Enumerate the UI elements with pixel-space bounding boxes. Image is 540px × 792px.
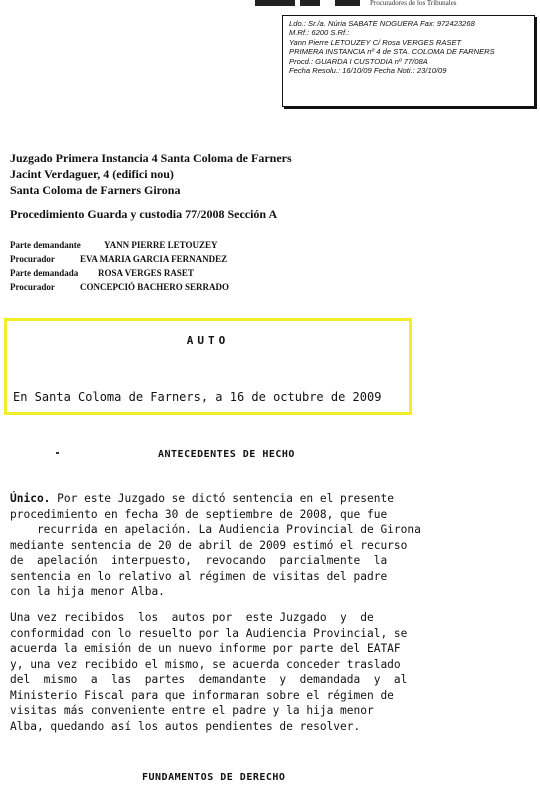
notification-stamp bbox=[282, 15, 535, 107]
paragraph-line: sentencia en lo relativo al régimen de visitas del padre bbox=[10, 569, 388, 583]
paragraph-line: conformidad con lo resuelto por la Audiencia Provincial, se bbox=[10, 626, 408, 640]
procedure-title: Procedimiento Guarda y custodia 77/2008 Sección A bbox=[10, 207, 278, 221]
unico-label: Único. bbox=[10, 492, 51, 505]
stamp-line: Fecha Resolu.: 16/10/09 Fecha Noti.: 23/10/09 bbox=[289, 66, 447, 76]
court-address: Jacint Verdaguer, 4 (edifici nou) bbox=[10, 167, 174, 181]
paragraph-line: con la hija menor Alba. bbox=[10, 585, 165, 598]
paragraph-second bbox=[10, 610, 515, 734]
scan-top-strip bbox=[0, 0, 540, 8]
auto-title: AUTO bbox=[186, 334, 230, 347]
party-name: ROSA VERGES RASET bbox=[98, 268, 194, 278]
stamp-line: PRIMERA INSTANCIA nº 4 de STA. COLOMA DE FARNERS bbox=[289, 47, 495, 57]
stamp-line: Procd.: GUARDA I CUSTODIA nº 77/08A bbox=[289, 56, 428, 66]
court-name: Juzgado Primera Instancia 4 Santa Coloma de Farners bbox=[10, 151, 292, 165]
stamp-line: M.Rf.: 6200 S.Rf.: bbox=[289, 28, 350, 38]
fundamentos-heading: FUNDAMENTOS DE DERECHO bbox=[142, 772, 286, 783]
party-name: YANN PIERRE LETOUZEY bbox=[104, 240, 218, 250]
paragraph-unico bbox=[10, 491, 515, 600]
paragraph-line: Ministerio Fiscal para que informaran sobre el régimen de bbox=[10, 688, 394, 702]
party-name: CONCEPCIÓ BACHERO SERRADO bbox=[80, 282, 230, 292]
party-row bbox=[10, 280, 229, 294]
paragraph-line: acuerda la emisión de un nuevo informe por parte del EATAF bbox=[10, 642, 401, 655]
antecedentes-heading: ANTECEDENTES DE HECHO bbox=[158, 449, 295, 460]
court-header bbox=[10, 150, 292, 198]
scan-speck bbox=[56, 452, 59, 454]
paragraph-line: visitas más conveniente entre el padre y la hija menor bbox=[10, 704, 374, 717]
paragraph-line: recurrida en apelación. La Audiencia Provincial de Girona bbox=[10, 523, 421, 536]
court-city: Santa Coloma de Farners Girona bbox=[10, 183, 181, 197]
auto-highlight-box bbox=[4, 318, 412, 415]
auto-place-date: En Santa Coloma de Farners, a 16 de octubre de 2009 bbox=[13, 390, 382, 404]
party-row bbox=[10, 266, 229, 280]
party-name: EVA MARIA GARCIA FERNANDEZ bbox=[80, 254, 228, 264]
stamp-line: Yann Pierre LETOUZEY C/ Rosa VERGES RASET bbox=[289, 37, 462, 47]
party-row bbox=[10, 252, 229, 266]
party-row bbox=[10, 238, 229, 252]
party-role: Procurador bbox=[10, 254, 55, 264]
paragraph-line: Una vez recibidos los autos por este Juzgado y de bbox=[10, 611, 374, 624]
paragraph-line: Alba, quedando así los autos pendientes de resolver. bbox=[10, 719, 361, 733]
paragraph-line: Por este Juzgado se dictó sentencia en el presente bbox=[50, 492, 394, 505]
header-strip-text: Procuradores de los Tribunales bbox=[370, 0, 457, 7]
party-role: Parte demandante bbox=[10, 240, 81, 250]
stamp-line: Ldo.: Sr./a. Núria SABATE NOGUERA Fax: 972423268 bbox=[289, 19, 475, 28]
paragraph-line: de apelación interpuesto, revocando parcialmente la bbox=[10, 554, 388, 567]
paragraph-line: del mismo a las partes demandante y demandada y al bbox=[10, 673, 408, 686]
party-role: Procurador bbox=[10, 282, 55, 292]
party-role: Parte demandada bbox=[10, 268, 79, 278]
parties-list bbox=[10, 238, 229, 294]
paragraph-line: y, una vez recibido el mismo, se acuerda conceder traslado bbox=[10, 657, 401, 671]
paragraph-line: procedimiento en fecha 30 de septiembre de 2008, que fue bbox=[10, 507, 388, 521]
paragraph-line: mediante sentencia de 20 de abril de 2009 estimó el recurso bbox=[10, 538, 408, 552]
